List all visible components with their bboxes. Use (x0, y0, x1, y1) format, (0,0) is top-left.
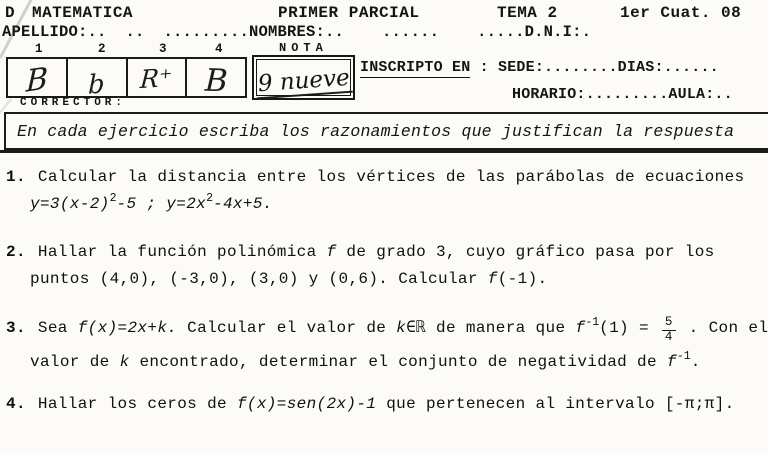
variable-f: f (326, 243, 337, 261)
variable-f: f (666, 352, 677, 371)
handwritten-score-2: b (88, 68, 106, 101)
exercise-4 (6, 394, 735, 414)
exercise-3-text: ∈ℝ de manera que (406, 318, 576, 337)
formula-part: -4x+5. (213, 195, 273, 213)
exponent: 2 (206, 192, 214, 205)
handwritten-score-1: B (25, 60, 49, 100)
handwritten-score-3: R⁺ (139, 62, 174, 95)
exercise-3-text: Calcular el valor de (177, 318, 397, 337)
fraction-numerator: 5 (662, 316, 676, 331)
grade-col-3-label: 3 (159, 42, 167, 56)
exercise-1-number: 1. (6, 168, 26, 186)
exercise-4-text: Hallar los ceros de (37, 395, 237, 413)
exercise-3-text: . Con el (678, 318, 768, 337)
formula-part: f(x)=sen(2x)-1 (236, 395, 377, 413)
grade-col-2-label: 2 (98, 42, 106, 56)
inverse-exponent: -1 (585, 315, 600, 329)
instruction-banner (4, 112, 768, 150)
inscripto-en-label: INSCRIPTO EN (360, 59, 471, 76)
nota-label: NOTA (279, 41, 328, 55)
sede-dias-fields: : SEDE:........DIAS:...... (470, 59, 719, 76)
instruction-text: En cada ejercicio escriba los razonamientos que justifican la respuesta (17, 121, 735, 141)
exercise-3-text: . (690, 352, 701, 371)
exercise-3-text: Sea (37, 318, 78, 337)
variable-k: k (119, 352, 130, 371)
exercise-3 (6, 316, 768, 374)
horizontal-rule (0, 150, 768, 153)
nota-box (252, 55, 355, 100)
inverse-exponent: -1 (676, 349, 691, 363)
formula-part: -5 ; y=2x (116, 195, 207, 213)
formula-part: f(x)=2x+k. (77, 318, 178, 337)
exercise-3-line-1 (6, 316, 768, 345)
exercise-3-text: valor de (30, 352, 120, 371)
tema-label: TEMA 2 (497, 4, 558, 22)
exercise-4-line-1 (6, 394, 735, 414)
exam-code: D (5, 4, 16, 22)
grade-grid (6, 57, 247, 101)
variable-k: k (396, 318, 407, 337)
variable-f: f (575, 318, 586, 337)
grade-col-4-label: 4 (215, 42, 223, 56)
grade-col-1-label: 1 (35, 42, 43, 56)
horario-aula-fields: HORARIO:.........AULA:.. (512, 86, 733, 103)
nota-box-inner (256, 59, 351, 96)
exercise-2-text: puntos (4,0), (-3,0), (3,0) y (0,6). Calcular (30, 270, 488, 288)
formula-part: y=3(x-2) (30, 195, 110, 213)
grade-cell-3 (128, 59, 188, 96)
exercise-3-text: (1) = (599, 318, 659, 337)
corrector-label: CORRECTOR: (20, 97, 127, 109)
exercise-2-line-2 (6, 269, 715, 289)
grade-cell-1 (8, 59, 68, 100)
handwritten-nota-value: 9 nueve (255, 66, 352, 99)
exercise-2-text: de grado 3, cuyo gráfico pasa por los (336, 243, 715, 261)
fraction-denominator: 4 (664, 329, 673, 344)
subject-title: MATEMATICA (32, 4, 134, 22)
inscription-line-1 (360, 59, 719, 76)
exercise-4-number: 4. (6, 395, 26, 413)
exercise-1-line-1 (6, 167, 744, 187)
variable-f: f (487, 270, 498, 288)
exercise-2 (6, 242, 715, 289)
exercise-1 (6, 167, 744, 216)
fraction-five-fourths (662, 316, 676, 345)
exercise-2-number: 2. (6, 243, 26, 261)
student-fields-line: APELLIDO:.. .. .........NOMBRES:.. ...... .....D.N.I:. (2, 23, 592, 41)
grade-cell-2 (68, 59, 128, 101)
handwritten-score-4: B (204, 62, 229, 100)
exam-title: PRIMER PARCIAL (278, 4, 420, 22)
exponent: 2 (109, 192, 117, 205)
grade-cell-4 (187, 59, 245, 100)
exercise-1-formula (6, 194, 744, 216)
term-label: 1er Cuat. 08 (620, 4, 742, 22)
exercise-4-text: que pertenecen al intervalo [-π;π]. (376, 395, 735, 413)
exercise-1-text: Calcular la distancia entre los vértices de las parábolas de ecuaciones (37, 168, 745, 186)
exercise-2-text: (-1). (497, 270, 548, 288)
exercise-3-text: encontrado, determinar el conjunto de negatividad de (129, 352, 667, 371)
exercise-3-line-2 (6, 349, 768, 374)
exercise-3-number: 3. (6, 318, 26, 337)
exercise-2-line-1 (6, 242, 715, 262)
exercise-2-text: Hallar la función polinómica (37, 243, 327, 261)
